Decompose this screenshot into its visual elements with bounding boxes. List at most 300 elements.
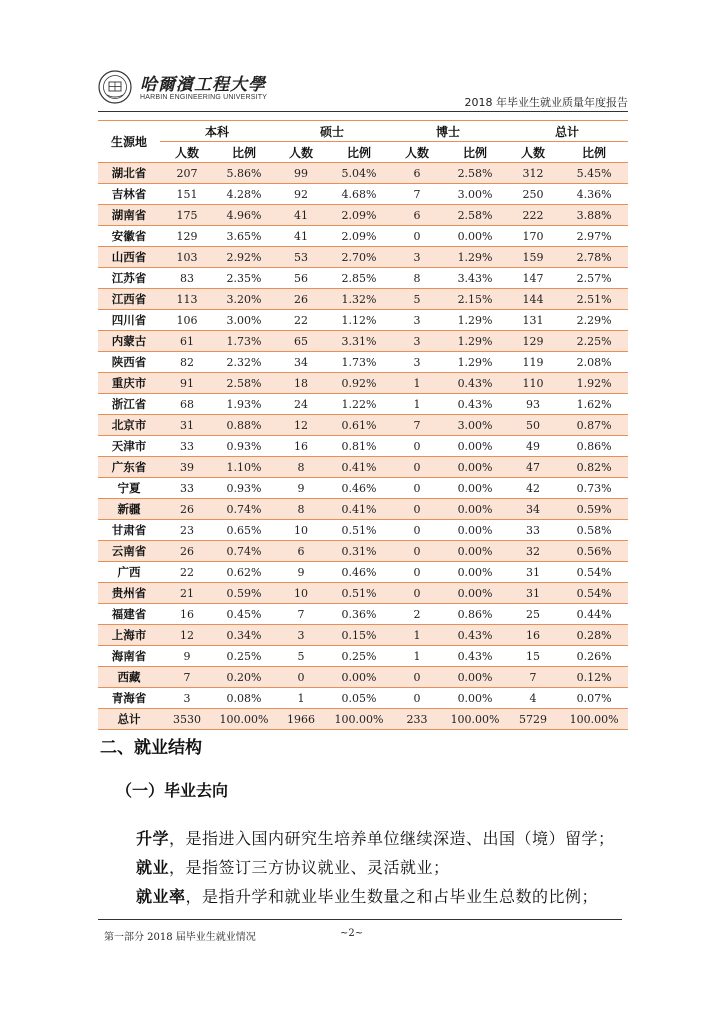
ratio-cell: 3.00% [444,415,506,436]
table-total-row [98,709,628,730]
ratio-cell: 0.88% [214,415,274,436]
count-cell: 147 [506,268,560,289]
province-cell: 北京市 [98,415,160,436]
count-cell: 15 [506,646,560,667]
ratio-cell: 0.00% [444,688,506,709]
count-cell: 3 [160,688,214,709]
ratio-cell: 0.43% [444,394,506,415]
count-cell: 1966 [274,709,328,730]
count-cell: 8 [390,268,444,289]
report-title: 2018 年毕业生就业质量年度报告 [464,96,628,109]
ratio-cell: 0.46% [328,562,390,583]
count-cell: 207 [160,163,214,184]
table-row [98,394,628,415]
count-cell: 0 [390,436,444,457]
count-cell: 250 [506,184,560,205]
province-cell: 上海市 [98,625,160,646]
count-cell: 1 [390,373,444,394]
count-cell: 0 [390,667,444,688]
province-cell: 海南省 [98,646,160,667]
ratio-cell: 3.65% [214,226,274,247]
header-ratio: 比例 [560,142,628,163]
ratio-cell: 1.62% [560,394,628,415]
table-row [98,352,628,373]
count-cell: 3 [390,352,444,373]
province-cell: 重庆市 [98,373,160,394]
ratio-cell: 2.09% [328,205,390,226]
count-cell: 42 [506,478,560,499]
ratio-cell: 0.43% [444,646,506,667]
province-cell: 广东省 [98,457,160,478]
count-cell: 39 [160,457,214,478]
table-row [98,625,628,646]
count-cell: 1 [390,394,444,415]
header-source: 生源地 [98,121,160,163]
ratio-cell: 0.00% [328,667,390,688]
ratio-cell: 0.44% [560,604,628,625]
header-ratio: 比例 [328,142,390,163]
ratio-cell: 3.00% [214,310,274,331]
count-cell: 31 [160,415,214,436]
ratio-cell: 0.07% [560,688,628,709]
ratio-cell: 0.59% [214,583,274,604]
ratio-cell: 0.81% [328,436,390,457]
definition-paragraph [136,884,598,907]
ratio-cell: 0.28% [560,625,628,646]
university-name-en: HARBIN ENGINEERING UNIVERSITY [140,94,268,101]
ratio-cell: 0.00% [444,226,506,247]
count-cell: 0 [390,541,444,562]
ratio-cell: 0.41% [328,457,390,478]
province-cell: 江苏省 [98,268,160,289]
ratio-cell: 1.92% [560,373,628,394]
count-cell: 103 [160,247,214,268]
count-cell: 170 [506,226,560,247]
ratio-cell: 0.43% [444,373,506,394]
table-row [98,646,628,667]
count-cell: 0 [390,499,444,520]
definition-term: 就业率 [136,887,186,906]
ratio-cell: 2.78% [560,247,628,268]
ratio-cell: 5.86% [214,163,274,184]
table-row [98,184,628,205]
count-cell: 0 [274,667,328,688]
section-heading: 二、就业结构 [100,738,202,758]
page-header [98,66,628,114]
table-row [98,415,628,436]
count-cell: 129 [160,226,214,247]
count-cell: 50 [506,415,560,436]
table-row [98,478,628,499]
ratio-cell: 1.32% [328,289,390,310]
ratio-cell: 0.25% [328,646,390,667]
count-cell: 113 [160,289,214,310]
count-cell: 83 [160,268,214,289]
province-cell: 浙江省 [98,394,160,415]
count-cell: 175 [160,205,214,226]
ratio-cell: 3.00% [444,184,506,205]
ratio-cell: 0.59% [560,499,628,520]
table-row [98,541,628,562]
count-cell: 3 [390,331,444,352]
province-cell: 湖北省 [98,163,160,184]
university-seal-icon [98,70,132,104]
ratio-cell: 4.96% [214,205,274,226]
count-cell: 7 [160,667,214,688]
count-cell: 7 [390,184,444,205]
count-cell: 61 [160,331,214,352]
count-cell: 33 [160,478,214,499]
province-cell: 陕西省 [98,352,160,373]
ratio-cell: 1.29% [444,247,506,268]
count-cell: 8 [274,499,328,520]
count-cell: 0 [390,457,444,478]
table-row [98,373,628,394]
table-row [98,436,628,457]
ratio-cell: 0.93% [214,478,274,499]
ratio-cell: 2.58% [444,163,506,184]
ratio-cell: 5.04% [328,163,390,184]
count-cell: 110 [506,373,560,394]
count-cell: 1 [274,688,328,709]
province-cell: 天津市 [98,436,160,457]
table-row [98,457,628,478]
total-label: 总计 [98,709,160,730]
ratio-cell: 1.29% [444,331,506,352]
province-cell: 云南省 [98,541,160,562]
header-group-master: 硕士 [274,121,390,142]
count-cell: 9 [160,646,214,667]
footer-section-label: 第一部分 2018 届毕业生就业情况 [104,932,256,943]
count-cell: 5 [274,646,328,667]
count-cell: 18 [274,373,328,394]
ratio-cell: 3.31% [328,331,390,352]
ratio-cell: 0.08% [214,688,274,709]
count-cell: 32 [506,541,560,562]
count-cell: 34 [274,352,328,373]
ratio-cell: 0.73% [560,478,628,499]
ratio-cell: 3.43% [444,268,506,289]
ratio-cell: 1.22% [328,394,390,415]
table-row [98,688,628,709]
ratio-cell: 1.29% [444,352,506,373]
province-cell: 安徽省 [98,226,160,247]
ratio-cell: 1.73% [214,331,274,352]
count-cell: 10 [274,583,328,604]
province-cell: 江西省 [98,289,160,310]
ratio-cell: 2.51% [560,289,628,310]
count-cell: 129 [506,331,560,352]
count-cell: 34 [506,499,560,520]
ratio-cell: 1.73% [328,352,390,373]
ratio-cell: 0.45% [214,604,274,625]
ratio-cell: 0.00% [444,478,506,499]
province-cell: 新疆 [98,499,160,520]
count-cell: 41 [274,226,328,247]
ratio-cell: 1.93% [214,394,274,415]
table-row [98,310,628,331]
header-group-undergrad: 本科 [160,121,274,142]
ratio-cell: 1.29% [444,310,506,331]
table-row [98,604,628,625]
ratio-cell: 0.00% [444,541,506,562]
province-cell: 湖南省 [98,205,160,226]
ratio-cell: 0.25% [214,646,274,667]
ratio-cell: 2.57% [560,268,628,289]
ratio-cell: 0.26% [560,646,628,667]
ratio-cell: 0.36% [328,604,390,625]
ratio-cell: 0.34% [214,625,274,646]
ratio-cell: 2.97% [560,226,628,247]
count-cell: 0 [390,520,444,541]
count-cell: 5 [390,289,444,310]
page-number: ~2~ [340,928,364,939]
count-cell: 159 [506,247,560,268]
ratio-cell: 0.00% [444,583,506,604]
ratio-cell: 0.74% [214,541,274,562]
count-cell: 47 [506,457,560,478]
count-cell: 91 [160,373,214,394]
ratio-cell: 2.08% [560,352,628,373]
ratio-cell: 0.74% [214,499,274,520]
header-count: 人数 [160,142,214,163]
ratio-cell: 2.58% [444,205,506,226]
count-cell: 65 [274,331,328,352]
count-cell: 0 [390,478,444,499]
count-cell: 10 [274,520,328,541]
province-cell: 内蒙古 [98,331,160,352]
count-cell: 22 [274,310,328,331]
ratio-cell: 0.58% [560,520,628,541]
ratio-cell: 0.20% [214,667,274,688]
count-cell: 9 [274,478,328,499]
ratio-cell: 100.00% [328,709,390,730]
table-row [98,205,628,226]
count-cell: 6 [390,205,444,226]
ratio-cell: 0.12% [560,667,628,688]
ratio-cell: 0.51% [328,520,390,541]
ratio-cell: 0.54% [560,583,628,604]
count-cell: 16 [506,625,560,646]
count-cell: 7 [506,667,560,688]
count-cell: 0 [390,583,444,604]
count-cell: 22 [160,562,214,583]
table-body [98,163,628,730]
count-cell: 1 [390,625,444,646]
province-cell: 山西省 [98,247,160,268]
count-cell: 25 [506,604,560,625]
table-row [98,289,628,310]
ratio-cell: 0.46% [328,478,390,499]
ratio-cell: 0.62% [214,562,274,583]
ratio-cell: 0.00% [444,667,506,688]
count-cell: 144 [506,289,560,310]
ratio-cell: 4.28% [214,184,274,205]
definition-text: ，是指升学和就业毕业生数量之和占毕业生总数的比例； [185,887,599,906]
count-cell: 24 [274,394,328,415]
count-cell: 56 [274,268,328,289]
ratio-cell: 2.85% [328,268,390,289]
ratio-cell: 0.05% [328,688,390,709]
footer-divider [98,919,622,920]
count-cell: 53 [274,247,328,268]
table-row [98,226,628,247]
ratio-cell: 2.32% [214,352,274,373]
table-row [98,268,628,289]
count-cell: 26 [160,541,214,562]
ratio-cell: 0.93% [214,436,274,457]
table-row [98,163,628,184]
ratio-cell: 100.00% [214,709,274,730]
ratio-cell: 0.86% [560,436,628,457]
count-cell: 233 [390,709,444,730]
definition-paragraph [136,855,450,878]
ratio-cell: 1.10% [214,457,274,478]
ratio-cell: 2.25% [560,331,628,352]
count-cell: 49 [506,436,560,457]
province-cell: 宁夏 [98,478,160,499]
graduate-source-table [98,120,628,730]
count-cell: 131 [506,310,560,331]
ratio-cell: 0.51% [328,583,390,604]
count-cell: 7 [274,604,328,625]
ratio-cell: 0.00% [444,520,506,541]
count-cell: 31 [506,583,560,604]
count-cell: 33 [506,520,560,541]
definition-term: 升学 [136,829,170,848]
count-cell: 7 [390,415,444,436]
count-cell: 1 [390,646,444,667]
ratio-cell: 0.54% [560,562,628,583]
header-divider [98,111,628,112]
ratio-cell: 100.00% [444,709,506,730]
header-count: 人数 [506,142,560,163]
ratio-cell: 0.87% [560,415,628,436]
ratio-cell: 2.15% [444,289,506,310]
count-cell: 8 [274,457,328,478]
count-cell: 12 [274,415,328,436]
header-count: 人数 [390,142,444,163]
header-ratio: 比例 [444,142,506,163]
count-cell: 31 [506,562,560,583]
table-row [98,499,628,520]
count-cell: 4 [506,688,560,709]
count-cell: 3 [274,625,328,646]
ratio-cell: 0.43% [444,625,506,646]
province-cell: 四川省 [98,310,160,331]
count-cell: 222 [506,205,560,226]
count-cell: 0 [390,226,444,247]
count-cell: 5729 [506,709,560,730]
table-row [98,331,628,352]
ratio-cell: 2.35% [214,268,274,289]
count-cell: 33 [160,436,214,457]
ratio-cell: 0.92% [328,373,390,394]
table-row [98,520,628,541]
count-cell: 68 [160,394,214,415]
table-row [98,667,628,688]
ratio-cell: 2.70% [328,247,390,268]
ratio-cell: 0.41% [328,499,390,520]
province-cell: 甘肃省 [98,520,160,541]
ratio-cell: 100.00% [560,709,628,730]
count-cell: 23 [160,520,214,541]
count-cell: 119 [506,352,560,373]
count-cell: 3 [390,247,444,268]
count-cell: 92 [274,184,328,205]
province-cell: 广西 [98,562,160,583]
count-cell: 12 [160,625,214,646]
subsection-heading: （一）毕业去向 [116,781,229,800]
ratio-cell: 3.88% [560,205,628,226]
ratio-cell: 3.20% [214,289,274,310]
ratio-cell: 0.00% [444,562,506,583]
count-cell: 21 [160,583,214,604]
definition-paragraph [136,826,615,849]
count-cell: 26 [160,499,214,520]
header-ratio: 比例 [214,142,274,163]
count-cell: 41 [274,205,328,226]
count-cell: 16 [274,436,328,457]
definition-text: ，是指签订三方协议就业、灵活就业； [169,858,450,877]
header-count: 人数 [274,142,328,163]
province-cell: 吉林省 [98,184,160,205]
count-cell: 16 [160,604,214,625]
ratio-cell: 2.29% [560,310,628,331]
ratio-cell: 0.31% [328,541,390,562]
count-cell: 9 [274,562,328,583]
university-name-cn: 哈爾濱工程大學 [140,75,266,95]
ratio-cell: 2.92% [214,247,274,268]
count-cell: 3530 [160,709,214,730]
count-cell: 106 [160,310,214,331]
ratio-cell: 0.65% [214,520,274,541]
count-cell: 6 [274,541,328,562]
table-row [98,562,628,583]
count-cell: 99 [274,163,328,184]
count-cell: 312 [506,163,560,184]
count-cell: 0 [390,562,444,583]
ratio-cell: 0.56% [560,541,628,562]
count-cell: 2 [390,604,444,625]
ratio-cell: 4.36% [560,184,628,205]
definition-text: ，是指进入国内研究生培养单位继续深造、出国（境）留学； [169,829,615,848]
ratio-cell: 0.00% [444,499,506,520]
definition-term: 就业 [136,858,170,877]
header-group-doctor: 博士 [390,121,506,142]
province-cell: 西藏 [98,667,160,688]
ratio-cell: 0.61% [328,415,390,436]
province-cell: 贵州省 [98,583,160,604]
ratio-cell: 0.15% [328,625,390,646]
count-cell: 151 [160,184,214,205]
count-cell: 6 [390,163,444,184]
ratio-cell: 1.12% [328,310,390,331]
ratio-cell: 0.00% [444,436,506,457]
count-cell: 0 [390,688,444,709]
table-row [98,583,628,604]
table-row [98,247,628,268]
header-group-total: 总计 [506,121,628,142]
province-cell: 福建省 [98,604,160,625]
ratio-cell: 4.68% [328,184,390,205]
ratio-cell: 0.86% [444,604,506,625]
ratio-cell: 5.45% [560,163,628,184]
count-cell: 3 [390,310,444,331]
count-cell: 82 [160,352,214,373]
province-cell: 青海省 [98,688,160,709]
count-cell: 26 [274,289,328,310]
